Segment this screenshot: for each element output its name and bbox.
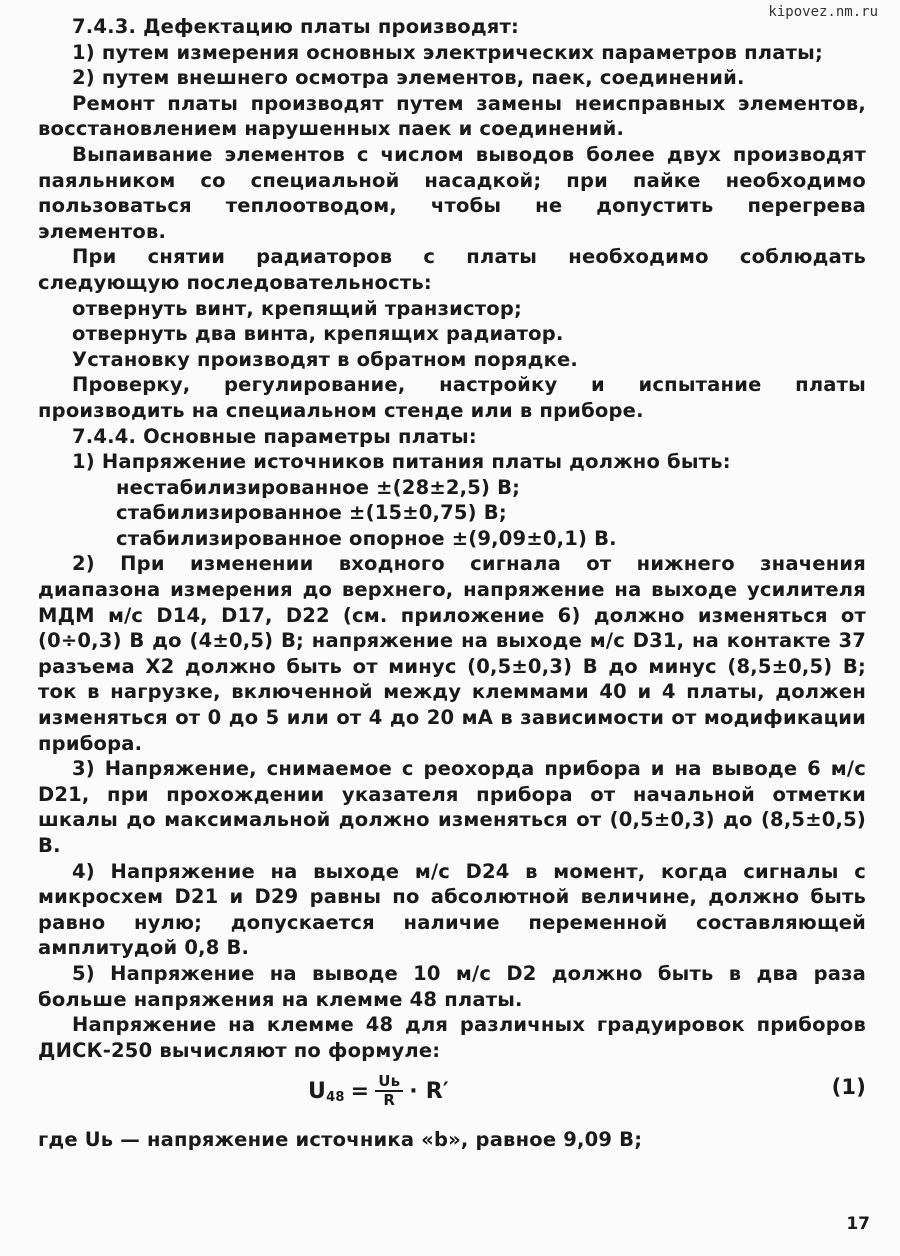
formula-lhs: U: [308, 1078, 327, 1104]
list-item: отвернуть винт, крепящий транзистор;: [72, 296, 522, 320]
paragraph: 2) путем внешнего осмотра элементов, паек, соединений.: [72, 66, 745, 90]
formula-row: [38, 1063, 866, 1127]
watermark: kipovez.nm.ru: [768, 4, 878, 20]
formula-equals: =: [350, 1078, 370, 1104]
paragraph: 3) Напряжение, снимаемое с реохорда прибора и на выводе 6 м/с D21, при прохождении указателя прибора от начальной отметки шкалы до максимальной должно изменяться от (0,5±0,3) до (8,5±0,5) В.: [38, 757, 866, 857]
paragraph: Ремонт платы производят путем замены неисправных элементов, восстановлением нарушенных паек и соединений.: [38, 91, 866, 141]
paragraph: Выпаивание элементов с числом выводов более двух производят паяльником со специальной насадкой; при пайке необходимо пользоваться теплоотводом, чтобы не допустить перегрева элементов.: [38, 142, 866, 243]
paragraph: 2) При изменении входного сигнала от нижнего значения диапазона измерения до верхнего, напряжение на выходе усилителя МДМ м/с D14, D17, D22 (см. приложение 6) должно изменяться от (0÷0,3) В до (4±0,5) В; напряжение на выходе м/с D31, на контакте 37 разъема Х2 должно быть от минус (0,5±0,3) В до минус (8,5±0,5) В; ток в нагрузке, включенной между клеммами 40 и 4 платы, должен изменяться от 0 до 5 или от 4 до 20 мА в зависимости от модификации прибора.: [38, 552, 866, 755]
list-item: стабилизированное опорное ±(9,09±0,1) В.: [116, 526, 617, 550]
list-item: стабилизированное ±(15±0,75) В;: [116, 501, 507, 525]
formula: [308, 1073, 449, 1109]
paragraph: 4) Напряжение на выходе м/с D24 в момент, когда сигналы с микросхем D21 и D29 равны по абсолютной величине, должно быть равно нулю; допускается наличие переменной составляющей амплитудой 0,8 В.: [38, 859, 866, 960]
paragraph: где Uь — напряжение источника «b», равное 9,09 В;: [38, 1128, 643, 1152]
paragraph: Установку производят в обратном порядке.: [72, 347, 579, 371]
list-item: отвернуть два винта, крепящих радиатор.: [72, 322, 564, 346]
page-number: 17: [846, 1214, 870, 1234]
paragraph: 7.4.3. Дефектацию платы производят:: [72, 15, 520, 38]
formula-lhs-subscript: 48: [326, 1089, 345, 1105]
paragraph: 5) Напряжение на выводе 10 м/с D2 должно быть в два раза больше напряжения на клемме 48 платы.: [38, 961, 866, 1011]
formula-numerator: Uь: [375, 1073, 403, 1092]
paragraph: 1) Напряжение источников питания платы должно быть:: [72, 450, 731, 474]
paragraph: 1) путем измерения основных электрических параметров платы;: [72, 40, 823, 64]
paragraph: Напряжение на клемме 48 для различных градуировок приборов ДИСК-250 вычисляют по формуле:: [38, 1013, 866, 1062]
body-text: [38, 14, 866, 1153]
list-item: нестабилизированное ±(28±2,5) В;: [116, 475, 521, 499]
formula-rhs: · R′: [409, 1078, 449, 1104]
equation-number: (1): [831, 1075, 866, 1100]
paragraph: Проверку, регулирование, настройку и испытание платы производить на специальном стенде или в приборе.: [38, 373, 866, 422]
formula-fraction: [375, 1073, 403, 1109]
formula-denominator: R: [383, 1091, 396, 1110]
section-heading: 7.4.4. Основные параметры платы:: [72, 424, 477, 448]
paragraph: При снятии радиаторов с платы необходимо соблюдать следующую последовательность:: [38, 245, 866, 294]
